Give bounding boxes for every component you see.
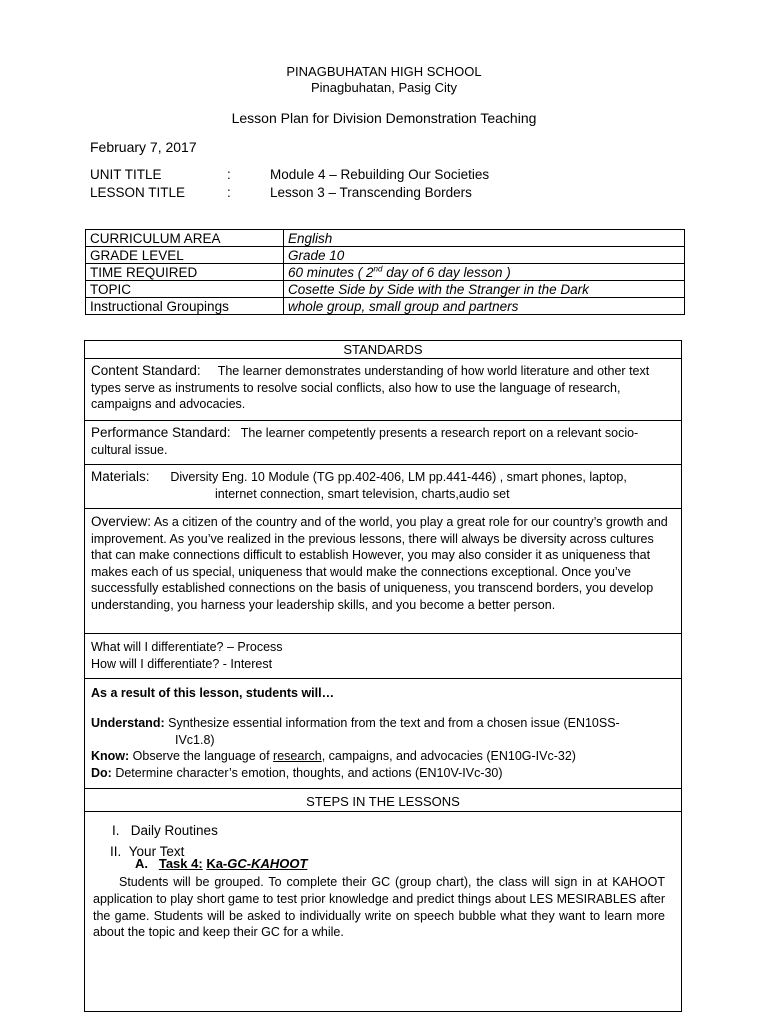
lesson-info-table [85,229,685,315]
info-key: GRADE LEVEL [86,247,284,264]
meta-value: Lesson 3 – Transcending Borders [270,185,472,200]
meta-colon: : [227,185,231,200]
task-prefix: Ka- [206,856,228,871]
info-key: CURRICULUM AREA [86,230,284,247]
info-value: Cosette Side by Side with the Stranger in the Dark [284,281,685,298]
content-standard-label: Content Standard: [91,363,201,378]
materials [91,469,671,502]
meta-key: UNIT TITLE [90,167,162,182]
meta-key: LESSON TITLE [90,185,186,200]
performance-standard-text: The learner competently presents a research report on a relevant socio-cultural issue. [91,426,639,457]
outcomes-title: As a result of this lesson, students will… [91,686,335,700]
list-number: I. [112,823,120,838]
task-letter: A. [135,856,148,871]
document-title: Lesson Plan for Division Demonstration Teaching [231,110,537,126]
meta-value: Module 4 – Rebuilding Our Societies [270,167,490,182]
list-item [112,823,218,838]
do-outcome [91,765,671,782]
info-value: English [284,230,685,247]
info-key: TIME REQUIRED [86,264,284,281]
task-paragraph: Students will be grouped. To complete their GC (group chart), the class will sign in at KAHOOT application to play short game to test prior knowledge and predict things about LES MESIRABLES after the game. Students will be asked to individually write on speech bubble what they want to learn more about the topic and keep their GC for a while. [93,875,665,940]
info-key: Instructional Groupings [86,298,284,315]
table-row [86,298,685,315]
know-text-pre: Observe the language of [132,749,274,763]
task-name: GC-KAHOOT [227,856,308,871]
performance-standard-label: Performance Standard: [91,425,231,440]
differentiate-what: What will I differentiate? – Process [91,640,283,654]
standards-title: STANDARDS [343,342,423,357]
list-label: Daily Routines [130,823,218,838]
table-row [86,264,685,281]
differentiate-how: How will I differentiate? - Interest [91,656,273,671]
table-row [86,230,685,247]
school-name: PINAGBUHATAN HIGH SCHOOL [286,64,482,79]
time-pre: 60 minutes ( 2 [288,264,374,280]
outcomes-row [85,679,681,789]
standards-box [84,340,682,1012]
lesson-date: February 7, 2017 [90,139,197,155]
know-text-link: research [273,749,322,763]
performance-standard [91,425,671,458]
understand-text: Synthesize essential information from the text and from a chosen issue (EN10SS- [168,716,620,730]
task-label: Task 4: [158,856,203,871]
materials-line1: Diversity Eng. 10 Module (TG pp.402-406, LM pp.441-446) , smart phones, laptop, [170,470,627,484]
list-label: Your Text [128,844,185,859]
time-post: day of 6 day lesson ) [382,264,511,280]
table-row [86,247,685,264]
school-location: Pinagbuhatan, Pasig City [311,80,457,95]
content-standard-row [85,359,681,421]
overview-label: Overview: [91,514,152,529]
overview-text: As a citizen of the country and of the world, you play a great role for our country’s growth and improvement. As you’ve realized in the previous lessons, there will always be diversity across cultures that can make connections difficult to establish However, you may also consider it as uniqueness that makes each of us special, uniqueness that would make the connections exceptional. Once you’ve successfully established connections on the basis of uniqueness, you transcend borders, you develop understanding, you harness your leadership skills, and you become a better person. [91,515,668,612]
materials-row [85,465,681,509]
know-label: Know: [91,749,130,763]
understand-text-cont: IVc1.8) [175,732,215,747]
steps-divider [85,811,681,812]
overview-row [85,509,681,634]
time-sup: nd [373,264,383,273]
content-standard [91,363,671,413]
standards-header-row [85,341,681,359]
understand-label: Understand: [91,716,165,730]
content-standard-text: The learner demonstrates understanding of how world literature and other text types serve as instruments to resolve social conflicts, also how to use the language of research, campaigns and advocacies. [91,364,650,411]
overview [91,514,671,613]
task-heading [135,856,307,871]
steps-title: STEPS IN THE LESSONS [306,794,460,809]
understand-outcome [91,715,671,748]
do-label: Do: [91,766,112,780]
materials-label: Materials: [91,469,150,484]
list-number: II. [110,844,122,859]
info-value: whole group, small group and partners [284,298,685,315]
table-row [86,281,685,298]
do-text: Determine character’s emotion, thoughts, and actions (EN10V-IVc-30) [115,766,503,780]
know-text-post: , campaigns, and advocacies (EN10G-IVc-32) [321,749,576,763]
meta-colon: : [227,167,231,182]
performance-standard-row [85,421,681,465]
info-value: Grade 10 [284,247,685,264]
info-key: TOPIC [86,281,284,298]
info-value [284,264,685,281]
materials-line2: internet connection, smart television, charts,audio set [215,486,510,501]
differentiation-row [85,634,681,679]
differentiation [91,639,671,672]
know-outcome [91,748,671,765]
